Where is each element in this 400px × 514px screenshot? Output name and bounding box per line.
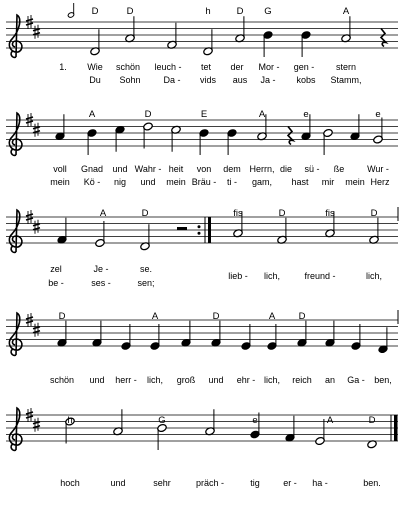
lyric-verse-1: sehr bbox=[153, 478, 171, 488]
sharp-bar bbox=[26, 121, 33, 123]
lyric-verse-1: herr - bbox=[115, 375, 137, 385]
sharp-bar bbox=[33, 426, 40, 428]
lyric-verse-1: gen - bbox=[293, 62, 315, 72]
lyric-verse-1: ben, bbox=[374, 375, 392, 385]
quarter-rest bbox=[381, 29, 386, 47]
lyric-verse-1: und bbox=[208, 375, 224, 385]
sharp-bar bbox=[26, 23, 33, 25]
staff bbox=[6, 415, 398, 441]
sharp-bar bbox=[26, 218, 33, 220]
sharp-sign bbox=[33, 220, 40, 234]
lyric-verse-1: ben. bbox=[363, 478, 381, 488]
lyric-verse-1: schön bbox=[115, 62, 141, 72]
chord-symbol: e bbox=[303, 109, 309, 120]
lyric-verse-1: von bbox=[196, 164, 212, 174]
lyric-verse-1: tet bbox=[200, 62, 212, 72]
chord-symbol: D bbox=[212, 311, 220, 322]
chord-symbol: fis bbox=[325, 208, 335, 219]
lyric-shared: lich, bbox=[365, 271, 383, 281]
chord-symbol: D bbox=[368, 415, 376, 426]
sharp-bar bbox=[33, 131, 40, 133]
lyric-verse-1: dem bbox=[223, 164, 241, 174]
lyric-verse-2: Du bbox=[89, 75, 101, 85]
lyric-verse-1: und bbox=[112, 164, 128, 174]
chord-symbol: h bbox=[205, 6, 211, 17]
chord-symbol: D bbox=[58, 311, 66, 322]
sharp-bar bbox=[26, 317, 33, 319]
thick-barline bbox=[208, 217, 211, 243]
lyric-verse-1: schön bbox=[49, 375, 75, 385]
chord-symbol: A bbox=[88, 109, 96, 120]
lyric-verse-1: an bbox=[324, 375, 336, 385]
sharp-bar bbox=[33, 33, 40, 35]
sharp-bar bbox=[26, 19, 33, 21]
lyric-verse-2: ti - bbox=[227, 177, 237, 187]
sharp-bar bbox=[26, 412, 33, 414]
sharp-sign bbox=[33, 123, 40, 137]
chord-symbol: D bbox=[370, 208, 378, 219]
lyric-verse-2: mein bbox=[345, 177, 365, 187]
sharp-bar bbox=[26, 321, 33, 323]
lyric-verse-2: Da - bbox=[163, 75, 181, 85]
lyric-verse-2: Herz bbox=[370, 177, 390, 187]
lyric-verse-1: ehr - bbox=[236, 375, 256, 385]
lyric-verse-2: mir bbox=[321, 177, 335, 187]
sharp-bar bbox=[33, 331, 40, 333]
lyric-verse-2: aus bbox=[232, 75, 248, 85]
lyric-verse-1: Je - bbox=[93, 264, 109, 274]
lyric-verse-2: Sohn bbox=[119, 75, 141, 85]
chord-symbol: G bbox=[158, 415, 166, 426]
sharp-bar bbox=[33, 422, 40, 424]
sharp-bar bbox=[33, 228, 40, 230]
chord-symbol: e bbox=[252, 415, 258, 426]
treble-clef bbox=[9, 210, 22, 252]
staff bbox=[6, 22, 398, 48]
system-5 bbox=[6, 408, 398, 488]
lyric-verse-1: er - bbox=[283, 478, 297, 488]
chord-symbol: A bbox=[99, 208, 107, 219]
lyric-verse-1: präch - bbox=[195, 478, 225, 488]
lyric-verse-1: die bbox=[279, 164, 293, 174]
chord-symbol: D bbox=[144, 109, 152, 120]
lyric-verse-2: sen; bbox=[137, 278, 155, 288]
treble-clef bbox=[9, 313, 22, 355]
lyric-verse-1: sü - bbox=[304, 164, 320, 174]
repeat-dot bbox=[198, 232, 201, 235]
lyric-shared: lieb - bbox=[228, 271, 248, 281]
repeat-dot bbox=[198, 225, 201, 228]
lyric-verse-1: Wahr - bbox=[134, 164, 162, 174]
lyric-verse-2: ses - bbox=[91, 278, 111, 288]
lyric-verse-2: gam, bbox=[251, 177, 273, 187]
lyric-verse-1: Wur - bbox=[367, 164, 389, 174]
lyric-verse-1: ha - bbox=[312, 478, 328, 488]
lyric-verse-2: mein bbox=[166, 177, 186, 187]
sharp-bar bbox=[33, 127, 40, 129]
chord-symbol: G bbox=[264, 6, 272, 17]
lyric-verse-1: Ga - bbox=[347, 375, 365, 385]
chord-symbol: E bbox=[200, 109, 208, 120]
chord-symbol: A bbox=[342, 6, 350, 17]
system-3 bbox=[6, 207, 398, 288]
sharp-sign bbox=[33, 25, 40, 39]
lyric-verse-2: nig bbox=[113, 177, 127, 187]
lyric-verse-1: reich bbox=[292, 375, 312, 385]
lyric-verse-2: Bräu - bbox=[191, 177, 217, 187]
chord-symbol: D bbox=[91, 6, 99, 17]
final-barline bbox=[394, 415, 398, 441]
chord-symbol: A bbox=[268, 311, 276, 322]
chord-symbol: fis bbox=[233, 208, 243, 219]
chord-symbol: A bbox=[258, 109, 266, 120]
lyric-verse-1: lich, bbox=[263, 375, 281, 385]
lyric-verse-1: leuch - bbox=[154, 62, 182, 72]
system-2 bbox=[6, 109, 398, 187]
lyric-verse-2: Stamm, bbox=[330, 75, 362, 85]
chord-symbol: D bbox=[141, 208, 149, 219]
sharp-sign bbox=[33, 323, 40, 337]
lyric-verse-2: mein bbox=[50, 177, 70, 187]
lyric-shared: lich, bbox=[263, 271, 281, 281]
lyric-verse-1: ße bbox=[333, 164, 345, 174]
sharp-bar bbox=[33, 29, 40, 31]
lyric-verse-1: Gnad bbox=[80, 164, 104, 174]
half-rest bbox=[177, 227, 187, 230]
sharp-bar bbox=[33, 327, 40, 329]
lyric-verse-1: se. bbox=[139, 264, 153, 274]
lyric-shared: freund - bbox=[304, 271, 336, 281]
system-4 bbox=[6, 310, 398, 385]
sharp-bar bbox=[26, 214, 33, 216]
lyric-verse-1: Mor - bbox=[258, 62, 280, 72]
quarter-rest bbox=[288, 127, 293, 145]
chord-symbol: D bbox=[298, 311, 306, 322]
lyric-verse-1: und bbox=[110, 478, 126, 488]
lyric-verse-1: der bbox=[230, 62, 244, 72]
lyric-verse-1: heit bbox=[168, 164, 184, 174]
lyric-verse-1: tig bbox=[250, 478, 260, 488]
lyric-verse-1: lich, bbox=[146, 375, 164, 385]
sharp-bar bbox=[33, 224, 40, 226]
sharp-bar bbox=[26, 117, 33, 119]
lyric-verse-1: und bbox=[89, 375, 105, 385]
lyric-verse-2: hast bbox=[291, 177, 309, 187]
chord-symbol: h bbox=[67, 415, 73, 426]
lyric-verse-1: voll bbox=[53, 164, 67, 174]
lyric-verse-1: stern bbox=[335, 62, 357, 72]
sharp-bar bbox=[26, 416, 33, 418]
lyric-verse-1: zel bbox=[50, 264, 62, 274]
chord-symbol: A bbox=[326, 415, 334, 426]
sharp-sign bbox=[33, 418, 40, 432]
lyric-verse-2: und bbox=[140, 177, 156, 187]
lyric-verse-1: 1. bbox=[59, 62, 67, 72]
lyric-verse-2: Kö - bbox=[83, 177, 101, 187]
chord-symbol: D bbox=[126, 6, 134, 17]
lyric-verse-2: vids bbox=[199, 75, 217, 85]
treble-clef bbox=[9, 113, 22, 155]
lyric-verse-2: Ja - bbox=[260, 75, 276, 85]
lyric-verse-1: groß bbox=[176, 375, 196, 385]
lyric-verse-2: kobs bbox=[296, 75, 316, 85]
treble-clef bbox=[9, 15, 22, 57]
treble-clef bbox=[9, 408, 22, 450]
chord-symbol: e bbox=[375, 109, 381, 120]
lyric-verse-1: hoch bbox=[60, 478, 80, 488]
lyric-verse-1: Herrn, bbox=[249, 164, 275, 174]
lyric-verse-2: be - bbox=[48, 278, 64, 288]
chord-symbol: D bbox=[236, 6, 244, 17]
chord-symbol: A bbox=[151, 311, 159, 322]
chord-symbol: D bbox=[278, 208, 286, 219]
system-1 bbox=[6, 3, 398, 85]
lyric-verse-1: Wie bbox=[87, 62, 103, 72]
